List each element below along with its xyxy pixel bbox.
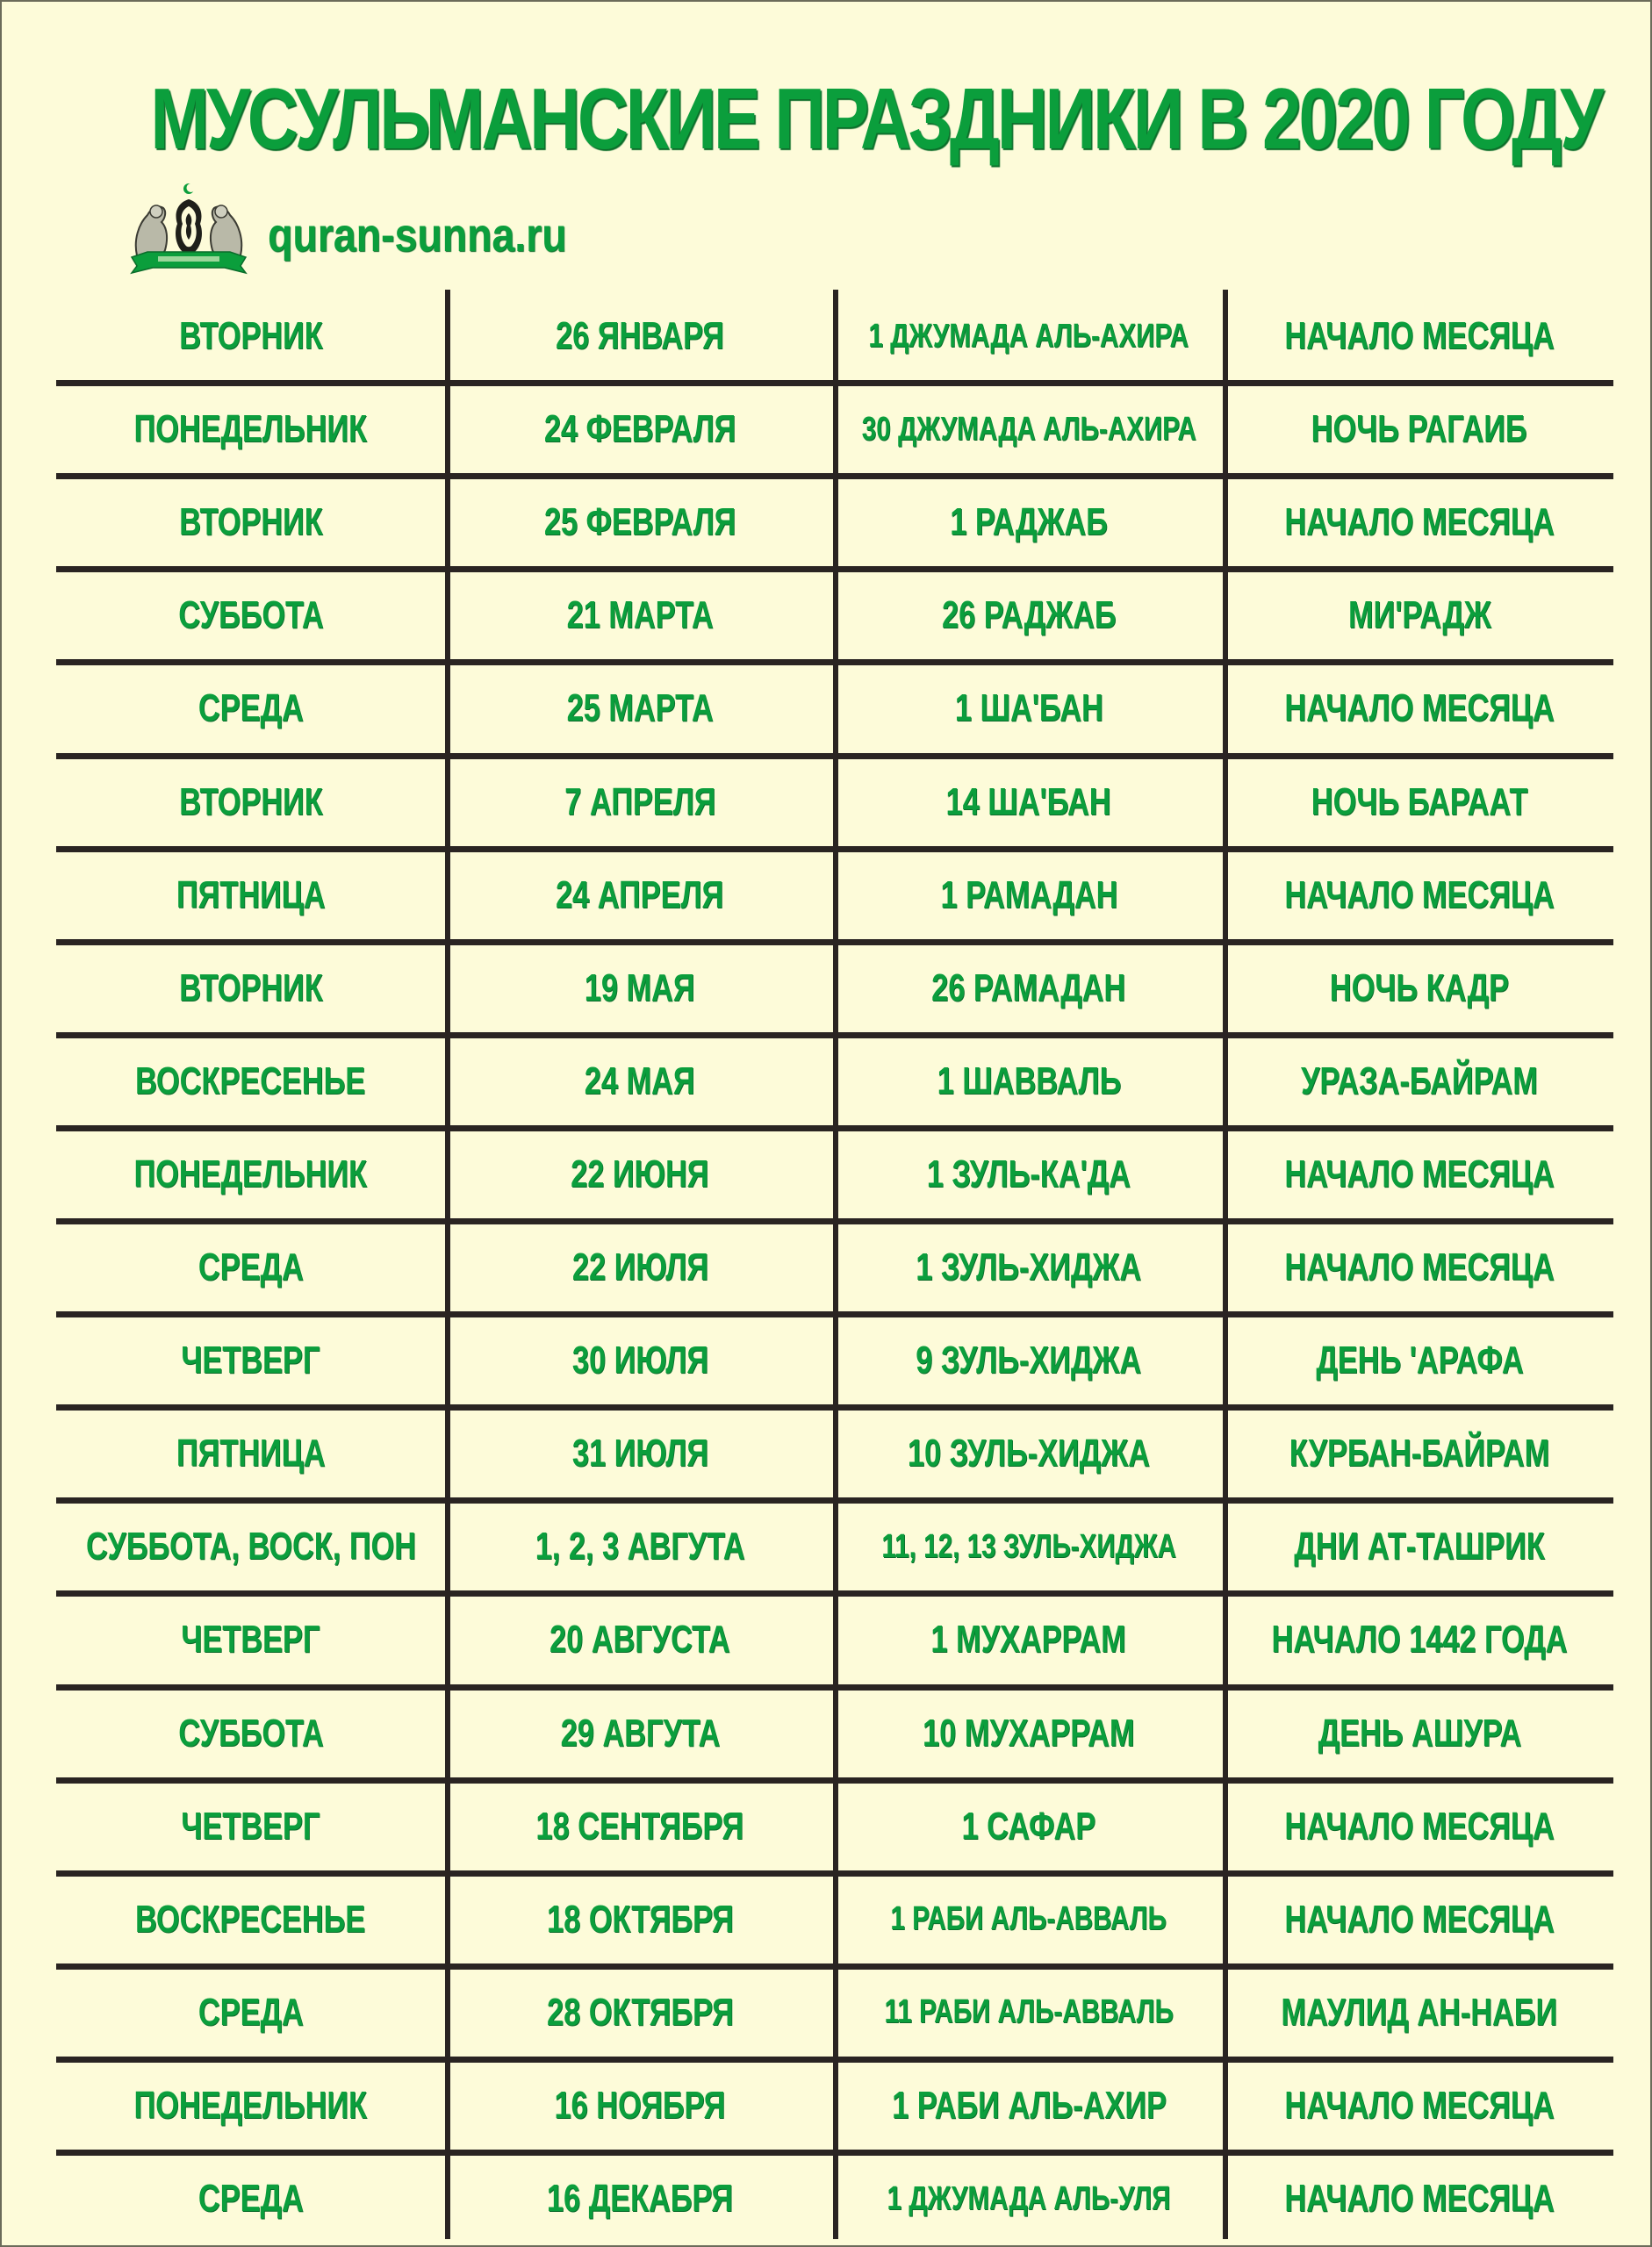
gregorian-date-cell-text: 30 ИЮЛЯ [571, 1339, 708, 1382]
hijri-date-cell-text: 1 ДЖУМАДА АЛЬ-АХИРА [868, 317, 1189, 355]
hijri-date-cell [836, 383, 1222, 476]
event-cell-text: ДЕНЬ АШУРА [1318, 1711, 1521, 1755]
hijri-date-cell [836, 1035, 1222, 1128]
gregorian-date-cell-text: 16 НОЯБРЯ [554, 2083, 726, 2127]
event-cell-text: ДНИ АТ-ТАШРИК [1294, 1525, 1545, 1569]
weekday-cell [56, 1966, 445, 2059]
gregorian-date-cell-text: 18 ОКТЯБРЯ [546, 1897, 734, 1941]
gregorian-date-cell [448, 569, 832, 662]
gregorian-date-cell [448, 1221, 832, 1314]
hijri-date-cell-text: 1 ЗУЛЬ-КА'ДА [926, 1152, 1131, 1195]
hijri-date-cell-text: 14 ША'БАН [945, 779, 1112, 823]
gregorian-date-cell-text: 29 АВГУТА [560, 1711, 720, 1755]
gregorian-date-cell [448, 1687, 832, 1780]
weekday-cell [56, 662, 445, 755]
weekday-cell [56, 756, 445, 849]
event-cell-text: КУРБАН-БАЙРАМ [1289, 1432, 1550, 1475]
gregorian-date-cell [448, 2152, 832, 2245]
gregorian-date-cell-text: 18 СЕНТЯБРЯ [535, 1804, 744, 1848]
weekday-cell [56, 1221, 445, 1314]
event-cell-text: НАЧАЛО МЕСЯЦА [1284, 1246, 1555, 1289]
hijri-date-cell [836, 849, 1222, 942]
gregorian-date-cell [448, 1873, 832, 1966]
event-cell-text: НАЧАЛО МЕСЯЦА [1284, 500, 1555, 544]
weekday-cell-text: ВОСКРЕСЕНЬЕ [135, 1059, 366, 1102]
column-divider [833, 290, 838, 2239]
event-cell [1225, 942, 1613, 1035]
page-title: МУСУЛЬМАНСКИЕ ПРАЗДНИКИ В 2020 ГОДУ [150, 70, 1601, 167]
weekday-cell-text: ВТОРНИК [178, 500, 323, 544]
hijri-date-cell-text: 1 РАБИ АЛЬ-АВВАЛЬ [890, 1900, 1167, 1938]
event-cell-text: НАЧАЛО МЕСЯЦА [1284, 314, 1555, 357]
event-cell [1225, 1687, 1613, 1780]
gregorian-date-cell-text: 21 МАРТА [566, 593, 714, 637]
weekday-cell [56, 476, 445, 569]
hijri-date-cell [836, 569, 1222, 662]
event-cell [1225, 2059, 1613, 2152]
event-cell-text: НАЧАЛО 1442 ГОДА [1271, 1618, 1568, 1662]
weekday-cell-text: СУББОТА [177, 593, 324, 637]
gregorian-date-cell [448, 1128, 832, 1221]
event-cell-text: НАЧАЛО МЕСЯЦА [1284, 1152, 1555, 1195]
hijri-date-cell-text: 26 РАДЖАБ [941, 593, 1117, 637]
hijri-date-cell-text: 9 ЗУЛЬ-ХИДЖА [916, 1339, 1142, 1382]
hijri-date-cell [836, 2059, 1222, 2152]
weekday-cell-text: СРЕДА [198, 1246, 304, 1289]
weekday-cell-text: СРЕДА [198, 2177, 304, 2220]
event-cell-text: НАЧАЛО МЕСЯЦА [1284, 686, 1555, 730]
gregorian-date-cell-text: 24 АПРЕЛЯ [556, 872, 724, 916]
gregorian-date-cell [448, 2059, 832, 2152]
gregorian-date-cell [448, 1407, 832, 1500]
hijri-date-cell [836, 1314, 1222, 1407]
gregorian-date-cell-text: 25 МАРТА [566, 686, 714, 730]
hijri-date-cell-text: 1 САФАР [961, 1804, 1096, 1848]
event-cell [1225, 849, 1613, 942]
column-divider [445, 290, 450, 2239]
event-cell [1225, 290, 1613, 383]
weekday-cell-text: ПОНЕДЕЛЬНИК [133, 1152, 368, 1195]
hijri-date-cell [836, 662, 1222, 755]
hijri-date-cell [836, 1966, 1222, 2059]
event-cell-text: ДЕНЬ 'АРАФА [1315, 1339, 1524, 1382]
gregorian-date-cell [448, 1966, 832, 2059]
gregorian-date-cell-text: 19 МАЯ [585, 966, 695, 1009]
weekday-cell-text: СУББОТА, ВОСК, ПОН [85, 1525, 416, 1569]
weekday-cell-text: ПЯТНИЦА [176, 872, 326, 916]
hijri-date-cell [836, 756, 1222, 849]
event-cell [1225, 1873, 1613, 1966]
gregorian-date-cell [448, 1500, 832, 1593]
event-cell [1225, 1407, 1613, 1500]
hijri-date-cell-text: 11 РАБИ АЛЬ-АВВАЛЬ [884, 1993, 1174, 2031]
hijri-date-cell [836, 1780, 1222, 1873]
event-cell [1225, 1314, 1613, 1407]
event-cell [1225, 476, 1613, 569]
hijri-date-cell [836, 942, 1222, 1035]
weekday-cell [56, 849, 445, 942]
hijri-date-cell-text: 1 ДЖУМАДА АЛЬ-УЛЯ [887, 2179, 1171, 2217]
weekday-cell [56, 1687, 445, 1780]
gregorian-date-cell-text: 31 ИЮЛЯ [571, 1432, 708, 1475]
hijri-date-cell-text: 1 РАДЖАБ [950, 500, 1108, 544]
weekday-cell [56, 1873, 445, 1966]
event-cell [1225, 1966, 1613, 2059]
gregorian-date-cell [448, 476, 832, 569]
gregorian-date-cell-text: 7 АПРЕЛЯ [564, 779, 716, 823]
gregorian-date-cell-text: 28 ОКТЯБРЯ [546, 1990, 734, 2034]
hijri-date-cell-text: 1 ША'БАН [954, 686, 1103, 730]
gregorian-date-cell [448, 290, 832, 383]
event-cell-text: НАЧАЛО МЕСЯЦА [1284, 1804, 1555, 1848]
gregorian-date-cell [448, 942, 832, 1035]
weekday-cell-text: СРЕДА [198, 1990, 304, 2034]
event-cell-text: УРАЗА-БАЙРАМ [1301, 1059, 1538, 1102]
weekday-cell-text: ЧЕТВЕРГ [181, 1618, 320, 1662]
hijri-date-cell-text: 10 ЗУЛЬ-ХИДЖА [908, 1432, 1150, 1475]
hijri-date-cell [836, 1593, 1222, 1686]
weekday-cell [56, 290, 445, 383]
weekday-cell [56, 1128, 445, 1221]
weekday-cell [56, 1314, 445, 1407]
weekday-cell-text: ПОНЕДЕЛЬНИК [133, 407, 368, 451]
weekday-cell [56, 1407, 445, 1500]
hijri-date-cell-text: 11, 12, 13 ЗУЛЬ-ХИДЖА [881, 1527, 1176, 1565]
hijri-date-cell [836, 2152, 1222, 2245]
hijri-date-cell [836, 1128, 1222, 1221]
event-cell [1225, 1221, 1613, 1314]
weekday-cell-text: ПОНЕДЕЛЬНИК [133, 2083, 368, 2127]
gregorian-date-cell-text: 24 ФЕВРАЛЯ [543, 407, 736, 451]
weekday-cell-text: ЧЕТВЕРГ [181, 1339, 320, 1382]
weekday-cell [56, 942, 445, 1035]
gregorian-date-cell-text: 24 МАЯ [585, 1059, 695, 1102]
hijri-date-cell [836, 1221, 1222, 1314]
event-cell-text: НАЧАЛО МЕСЯЦА [1284, 2177, 1555, 2220]
weekday-cell-text: ВТОРНИК [178, 779, 323, 823]
event-cell-text: НАЧАЛО МЕСЯЦА [1284, 872, 1555, 916]
weekday-cell-text: ЧЕТВЕРГ [181, 1804, 320, 1848]
gregorian-date-cell [448, 849, 832, 942]
weekday-cell-text: ВОСКРЕСЕНЬЕ [135, 1897, 366, 1941]
site-name: quran-sunna.ru [268, 209, 567, 262]
weekday-cell-text: ВТОРНИК [178, 314, 323, 357]
hijri-date-cell-text: 30 ДЖУМАДА АЛЬ-АХИРА [861, 410, 1196, 448]
event-cell-text: НОЧЬ РАГАИБ [1311, 407, 1527, 451]
hijri-date-cell-text: 10 МУХАРРАМ [923, 1711, 1135, 1755]
weekday-cell [56, 569, 445, 662]
gregorian-date-cell-text: 25 ФЕВРАЛЯ [543, 500, 736, 544]
event-cell [1225, 1035, 1613, 1128]
weekday-cell-text: ПЯТНИЦА [176, 1432, 326, 1475]
event-cell [1225, 1500, 1613, 1593]
event-cell [1225, 662, 1613, 755]
weekday-cell [56, 1593, 445, 1686]
event-cell-text: НОЧЬ БАРААТ [1311, 779, 1528, 823]
weekday-cell [56, 1780, 445, 1873]
gregorian-date-cell-text: 26 ЯНВАРЯ [556, 314, 724, 357]
gregorian-date-cell [448, 383, 832, 476]
holidays-table [56, 290, 1613, 2239]
event-cell [1225, 2152, 1613, 2245]
weekday-cell [56, 2059, 445, 2152]
hijri-date-cell [836, 290, 1222, 383]
hijri-date-cell [836, 1687, 1222, 1780]
weekday-cell-text: СРЕДА [198, 686, 304, 730]
weekday-cell [56, 1035, 445, 1128]
weekday-cell [56, 383, 445, 476]
event-cell [1225, 383, 1613, 476]
hijri-date-cell-text: 1 МУХАРРАМ [930, 1618, 1127, 1662]
hijri-date-cell [836, 1873, 1222, 1966]
event-cell [1225, 1128, 1613, 1221]
gregorian-date-cell-text: 22 ИЮЛЯ [571, 1246, 708, 1289]
event-cell [1225, 756, 1613, 849]
gregorian-date-cell-text: 16 ДЕКАБРЯ [546, 2177, 734, 2220]
weekday-cell [56, 1500, 445, 1593]
event-cell-text: НАЧАЛО МЕСЯЦА [1284, 1897, 1555, 1941]
event-cell-text: МАУЛИД АН-НАБИ [1281, 1990, 1558, 2034]
event-cell-text: НОЧЬ КАДР [1329, 966, 1510, 1009]
gregorian-date-cell [448, 1593, 832, 1686]
hijri-date-cell-text: 1 РАБИ АЛЬ-АХИР [891, 2083, 1167, 2127]
hijri-date-cell-text: 1 ЗУЛЬ-ХИДЖА [916, 1246, 1142, 1289]
event-cell-text: МИ'РАДЖ [1347, 593, 1491, 637]
hijri-date-cell-text: 26 РАМАДАН [931, 966, 1126, 1009]
gregorian-date-cell [448, 662, 832, 755]
hijri-date-cell [836, 476, 1222, 569]
gregorian-date-cell [448, 1780, 832, 1873]
gregorian-date-cell-text: 22 ИЮНЯ [571, 1152, 709, 1195]
weekday-cell-text: ВТОРНИК [178, 966, 323, 1009]
hijri-date-cell-text: 1 ШАВВАЛЬ [937, 1059, 1121, 1102]
emblem-with-two-lions-icon [126, 182, 251, 278]
weekday-cell [56, 2152, 445, 2245]
event-cell-text: НАЧАЛО МЕСЯЦА [1284, 2083, 1555, 2127]
event-cell [1225, 569, 1613, 662]
gregorian-date-cell-text: 20 АВГУСТА [549, 1618, 730, 1662]
hijri-date-cell [836, 1407, 1222, 1500]
event-cell [1225, 1593, 1613, 1686]
gregorian-date-cell [448, 1035, 832, 1128]
gregorian-date-cell [448, 756, 832, 849]
column-divider [1223, 290, 1228, 2239]
hijri-date-cell [836, 1500, 1222, 1593]
gregorian-date-cell [448, 1314, 832, 1407]
event-cell [1225, 1780, 1613, 1873]
hijri-date-cell-text: 1 РАМАДАН [940, 872, 1117, 916]
weekday-cell-text: СУББОТА [177, 1711, 324, 1755]
gregorian-date-cell-text: 1, 2, 3 АВГУТА [535, 1525, 745, 1569]
